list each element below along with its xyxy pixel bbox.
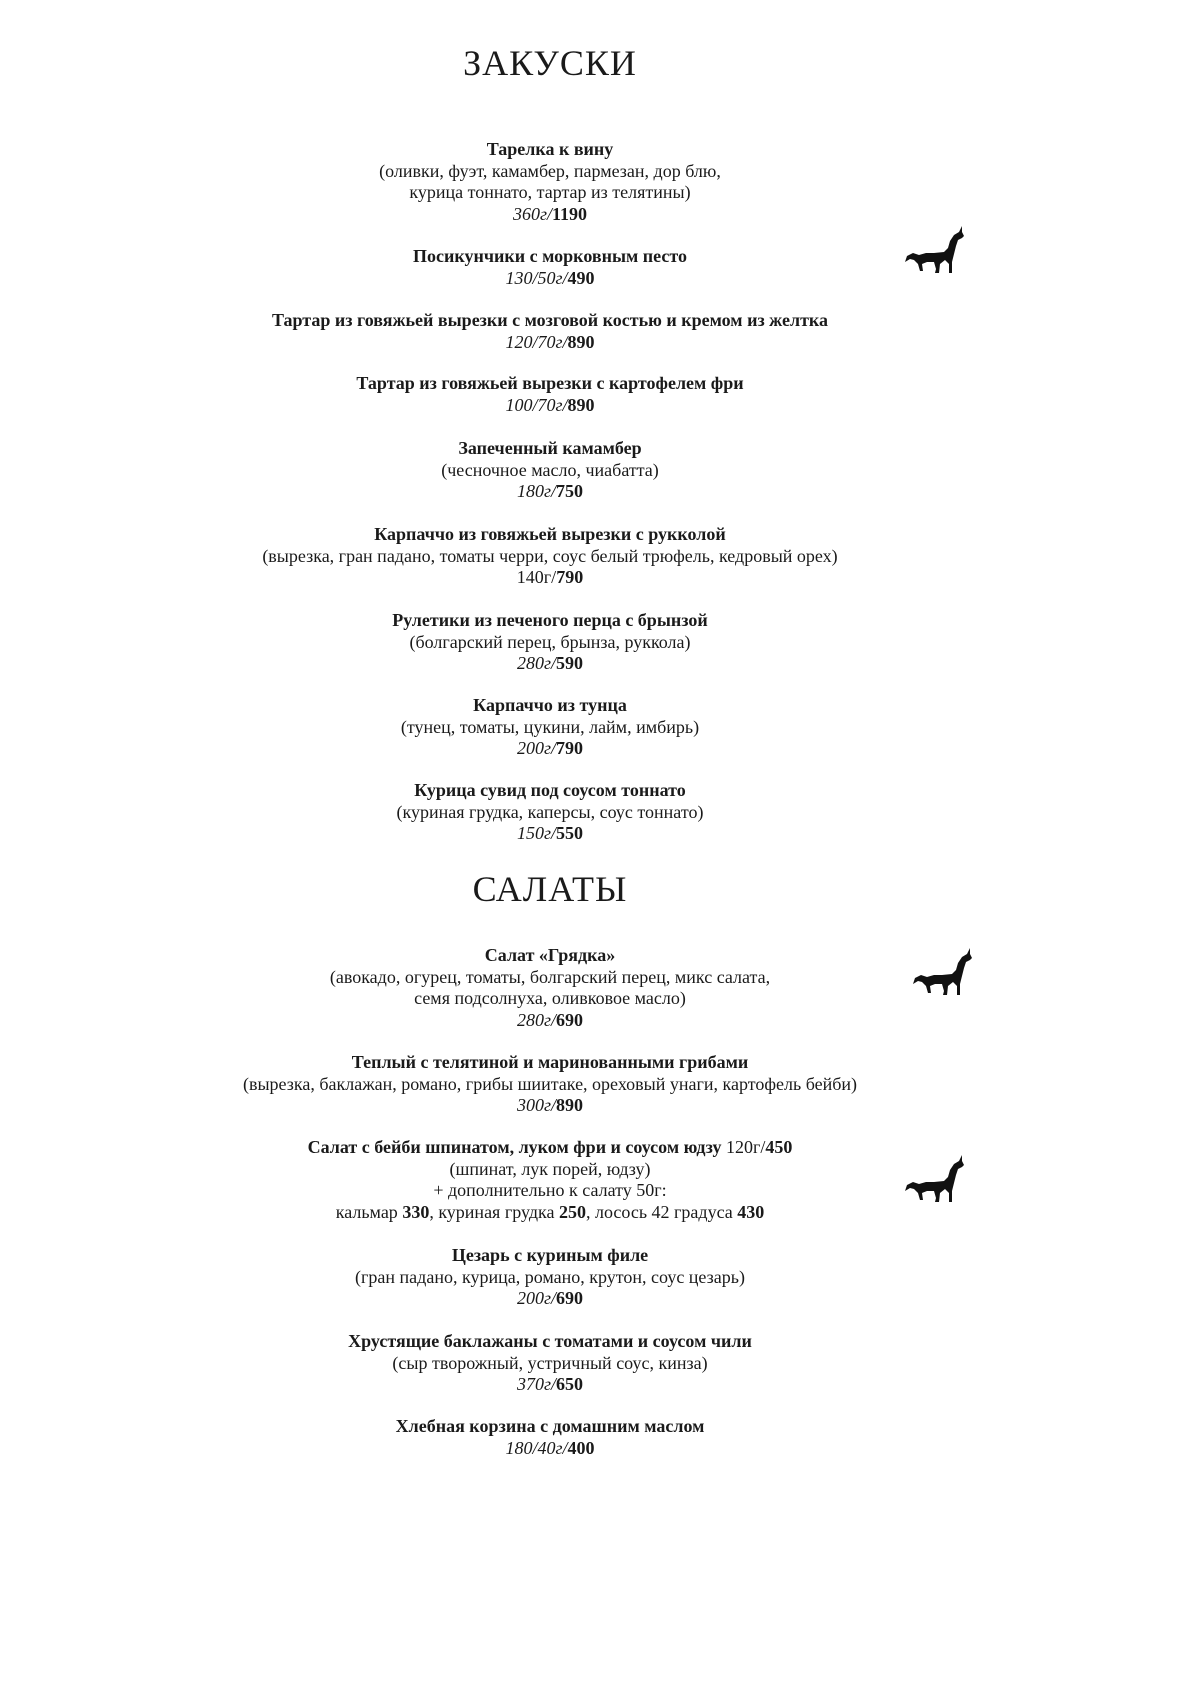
item-price: 890 [567, 331, 595, 352]
menu-item [0, 438, 1100, 503]
item-weight: 280г/ [516, 653, 557, 673]
menu-item [0, 139, 1100, 225]
item-name: Цезарь с куриным филе [451, 1245, 649, 1265]
addon-label: кальмар [335, 1201, 398, 1222]
item-name: Тарелка к вину [486, 139, 614, 159]
section-title-salaty: САЛАТЫ [472, 869, 628, 909]
item-price: 490 [567, 267, 595, 288]
item-price: 790 [556, 738, 584, 758]
item-desc: (авокадо, огурец, томаты, болгарский перец, микс салата, [329, 966, 771, 987]
addon-price: 250 [558, 1201, 586, 1222]
item-name: Посикунчики с морковным песто [413, 246, 687, 266]
addon-title: + дополнительно к салату 50г: [433, 1180, 667, 1200]
section-title-zakuski: ЗАКУСКИ [463, 43, 637, 83]
menu-item [0, 1331, 1100, 1396]
item-desc: (гран падано, курица, романо, крутон, соус цезарь) [355, 1266, 745, 1287]
item-price: 690 [556, 1009, 584, 1030]
menu-item [0, 524, 1100, 589]
item-name: Рулетики из печеного перца с брынзой [392, 610, 708, 630]
menu-item [0, 695, 1100, 760]
item-weight: 360г/ [512, 203, 552, 224]
item-weight: 180/40г/ [505, 1437, 568, 1458]
menu-item [0, 1245, 1100, 1310]
menu-item [0, 310, 1100, 353]
item-price: 650 [556, 1374, 584, 1394]
item-name: Салат «Грядка» [484, 945, 616, 965]
item-price: 890 [567, 394, 595, 415]
item-weight: 300г/ [516, 1095, 557, 1115]
item-weight: 280г/ [516, 1009, 557, 1030]
addon-price: 330 [402, 1201, 430, 1222]
item-name: Запеченный камамбер [458, 438, 642, 458]
item-desc: (чесночное масло, чиабатта) [441, 459, 659, 480]
item-name: Хрустящие баклажаны с томатами и соусом чили [348, 1331, 752, 1351]
item-price: 790 [556, 567, 584, 587]
item-price: 1190 [552, 203, 588, 224]
item-name: Тартар из говяжьей вырезки с мозговой костью и кремом из желтка [271, 310, 829, 330]
item-name: Салат с бейби шпинатом, луком фри и соусом юдзу [307, 1137, 722, 1157]
item-price: 400 [567, 1437, 595, 1458]
item-price: 890 [556, 1095, 584, 1115]
item-name: Тартар из говяжьей вырезки с картофелем фри [356, 373, 744, 393]
item-price: 690 [556, 1288, 584, 1308]
item-desc: (сыр творожный, устричный соус, кинза) [392, 1352, 708, 1373]
item-desc: (куриная грудка, каперсы, соус тоннато) [396, 801, 704, 822]
item-desc: (болгарский перец, брынза, руккола) [409, 631, 691, 652]
addon-label: куриная грудка [438, 1201, 555, 1222]
item-desc: семя подсолнуха, оливковое масло) [414, 988, 686, 1008]
item-desc: (вырезка, гран падано, томаты черри, соус белый трюфель, кедровый орех) [262, 545, 838, 566]
item-desc: (оливки, фуэт, камамбер, пармезан, дор блю, [379, 160, 721, 181]
item-name: Карпаччо из тунца [473, 695, 627, 715]
item-weight: 100/70г/ [505, 394, 568, 415]
addon-price: 430 [737, 1201, 765, 1222]
menu-item [0, 1052, 1100, 1117]
item-weight: 180г/ [516, 481, 557, 501]
item-weight: 140г/ [516, 567, 557, 587]
item-desc: (шпинат, лук порей, юдзу) [449, 1158, 651, 1179]
item-name: Теплый с телятиной и маринованными грибами [351, 1052, 749, 1072]
item-weight: 120/70г/ [505, 331, 568, 352]
menu-item [0, 1416, 1100, 1459]
item-price: 550 [556, 823, 584, 843]
item-price: 450 [765, 1137, 793, 1157]
fox-icon [904, 1153, 966, 1203]
menu-item [0, 373, 1100, 416]
item-name: Карпаччо из говяжьей вырезки с рукколой [374, 524, 726, 544]
menu-item [0, 610, 1100, 675]
fox-icon [912, 946, 974, 996]
item-desc: (вырезка, баклажан, романо, грибы шиитаке, ореховый унаги, картофель бейби) [242, 1073, 858, 1094]
item-weight: 200г/ [516, 1288, 557, 1308]
item-desc: (тунец, томаты, цукини, лайм, имбирь) [400, 716, 700, 737]
addon-label: лосось 42 градуса [594, 1201, 733, 1222]
item-weight: 370г/ [516, 1374, 557, 1394]
item-weight: 200г/ [516, 738, 557, 758]
item-price: 750 [556, 481, 584, 501]
addon-list: кальмар 330, куриная грудка 250, лосось 42 градуса 430 [335, 1201, 765, 1222]
fox-icon [904, 224, 966, 274]
menu-item [0, 780, 1100, 845]
item-desc: курица тоннато, тартар из телятины) [409, 182, 691, 202]
item-weight: 120г/ [726, 1137, 766, 1157]
item-price: 590 [556, 653, 584, 673]
item-weight: 130/50г/ [505, 267, 568, 288]
item-name: Курица сувид под соусом тоннато [414, 780, 686, 800]
item-weight: 150г/ [516, 823, 557, 843]
item-name: Хлебная корзина с домашним маслом [395, 1416, 705, 1436]
